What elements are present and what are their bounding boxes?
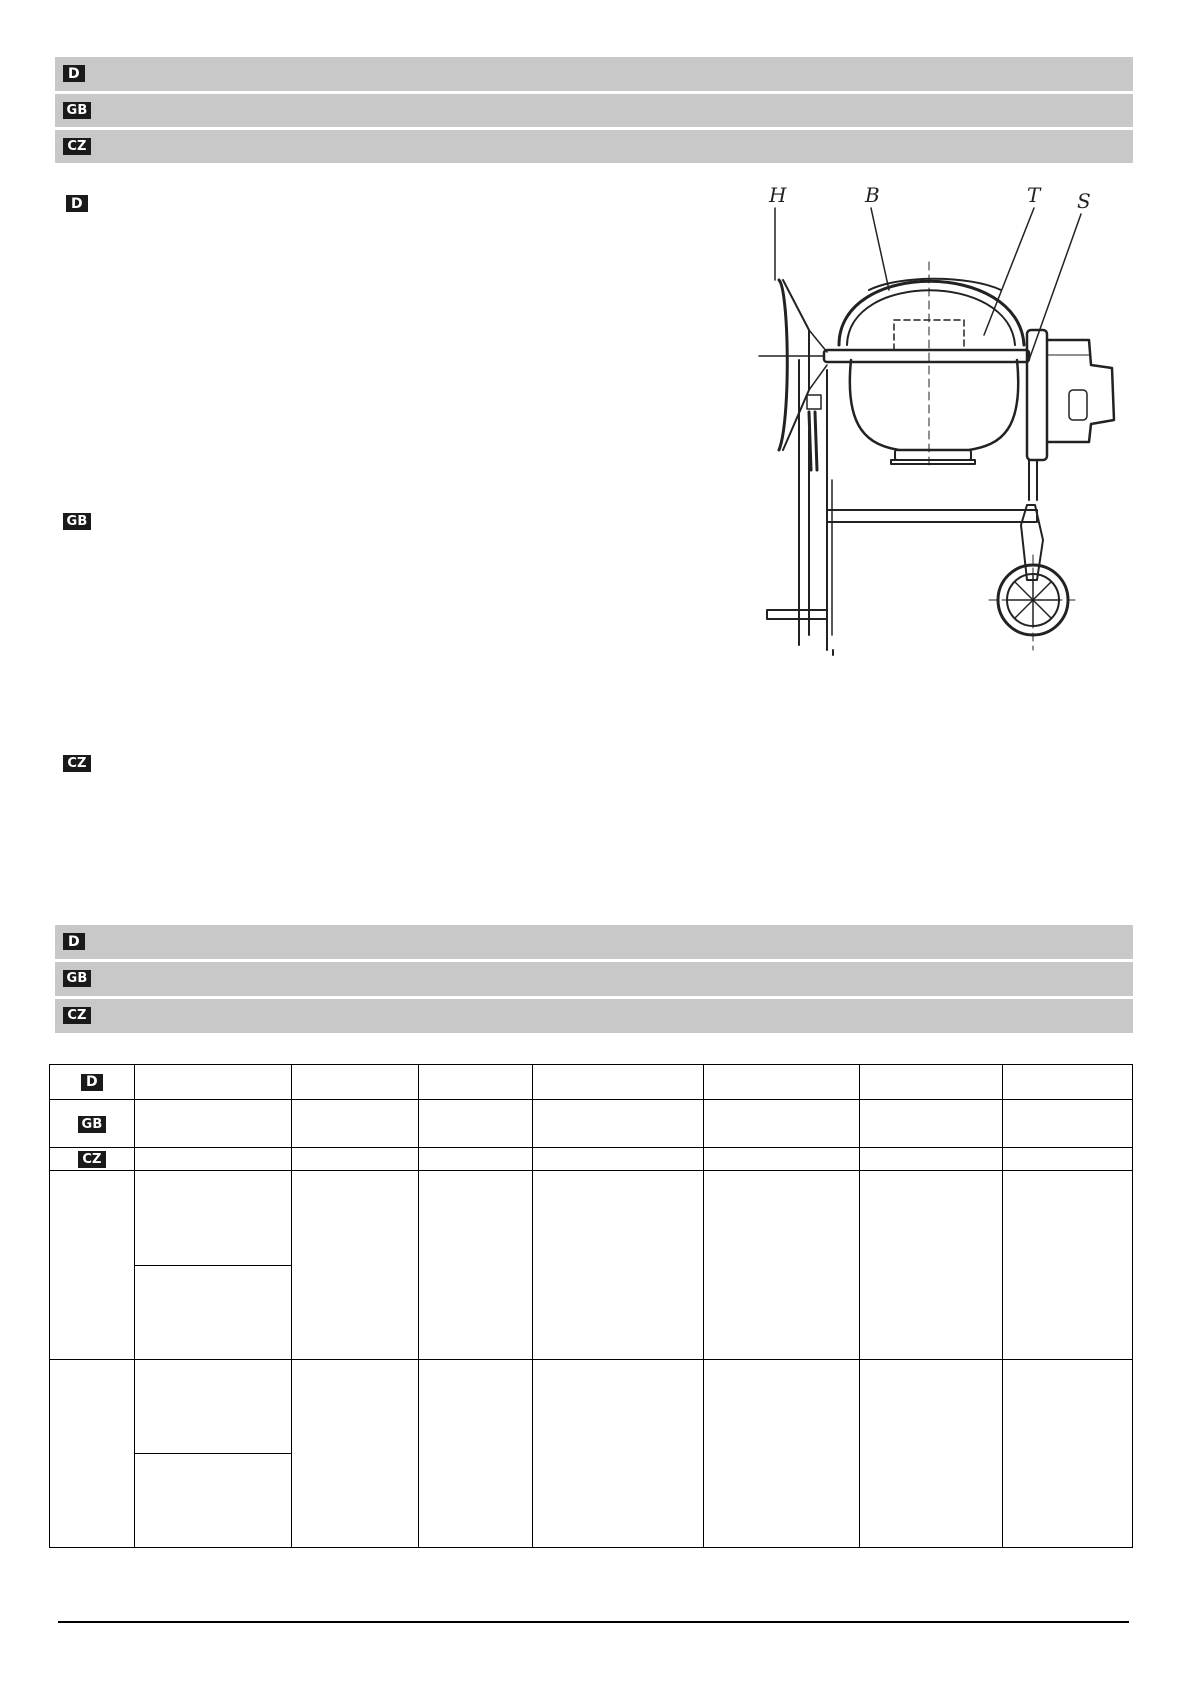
table-cell: [704, 1360, 860, 1548]
table-cell: [533, 1065, 704, 1100]
section-marker-gb: GB: [63, 513, 91, 530]
table-cell: [704, 1065, 860, 1100]
table-cell: [292, 1360, 419, 1548]
table-row: [50, 1171, 1133, 1266]
concrete-mixer-diagram: [739, 180, 1142, 665]
table-cell: [50, 1360, 135, 1548]
table-cell: [419, 1360, 533, 1548]
table-cell: [292, 1148, 419, 1171]
table-cell: [860, 1148, 1003, 1171]
flag-d-badge: D: [81, 1074, 103, 1091]
table-cell-lang: [50, 1065, 135, 1100]
flag-d-badge: D: [63, 65, 85, 82]
table-cell: [419, 1065, 533, 1100]
table-cell: [704, 1171, 860, 1360]
flag-d-badge: D: [63, 933, 85, 950]
table-cell: [292, 1065, 419, 1100]
table-cell: [860, 1360, 1003, 1548]
table-cell: [1003, 1065, 1133, 1100]
table-cell: [419, 1171, 533, 1360]
frame-crossbeam: [827, 510, 1037, 522]
flag-gb-badge: GB: [63, 102, 91, 119]
table-cell-lang: [50, 1100, 135, 1148]
table-row: [50, 1360, 1133, 1454]
tilt-spring: [809, 412, 817, 470]
header-band-gb-top: [55, 94, 1133, 127]
table-cell: [135, 1065, 292, 1100]
motor-housing: [1027, 330, 1047, 460]
table-cell: [135, 1454, 292, 1548]
table-row-header-cz: [50, 1148, 1133, 1171]
table-cell: [533, 1100, 704, 1148]
table-cell: [1003, 1100, 1133, 1148]
table-cell: [1003, 1171, 1133, 1360]
frame-leg-right: [1021, 505, 1043, 580]
table-cell: [1003, 1148, 1133, 1171]
flag-cz-badge: CZ: [78, 1151, 106, 1168]
drum-body: [850, 360, 1018, 450]
table-cell: [135, 1266, 292, 1360]
table-cell: [50, 1171, 135, 1360]
table-cell: [533, 1171, 704, 1360]
section-marker-cz: CZ: [63, 755, 91, 772]
table-cell: [860, 1100, 1003, 1148]
flag-gb-badge: GB: [78, 1116, 106, 1133]
flag-cz-badge: CZ: [63, 1007, 91, 1024]
footer-rule: [58, 1621, 1129, 1623]
header-band-d-middle: [55, 925, 1133, 959]
table-cell: [1003, 1360, 1133, 1548]
header-band-cz-top: [55, 130, 1133, 163]
table-cell: [135, 1148, 292, 1171]
drum-base: [895, 450, 971, 460]
table-cell: [292, 1171, 419, 1360]
table-cell: [860, 1065, 1003, 1100]
label-b: B: [865, 183, 880, 207]
table-cell: [860, 1171, 1003, 1360]
table-cell: [419, 1148, 533, 1171]
label-s: S: [1077, 189, 1091, 213]
foot-pedal: [767, 610, 827, 619]
table-cell: [135, 1100, 292, 1148]
flag-gb-badge: GB: [63, 970, 91, 987]
flag-cz-badge: CZ: [63, 138, 91, 155]
label-t: T: [1027, 183, 1041, 207]
table-cell: [292, 1100, 419, 1148]
table-cell: [704, 1148, 860, 1171]
table-cell: [135, 1360, 292, 1454]
header-band-d-top: [55, 57, 1133, 91]
table-cell: [704, 1100, 860, 1148]
table-cell: [533, 1148, 704, 1171]
table-cell: [135, 1171, 292, 1266]
table-cell: [533, 1360, 704, 1548]
table-row-header-gb: [50, 1100, 1133, 1148]
header-band-cz-middle: [55, 999, 1133, 1033]
hand-wheel: [779, 280, 787, 450]
leader-lines: [775, 208, 1081, 360]
spec-table: [49, 1064, 1133, 1548]
label-h: H: [769, 183, 787, 207]
table-cell-lang: [50, 1148, 135, 1171]
header-band-gb-middle: [55, 962, 1133, 996]
drum-ring: [824, 350, 1029, 362]
table-row-header-d: [50, 1065, 1133, 1100]
table-cell: [419, 1100, 533, 1148]
section-marker-d: D: [66, 195, 88, 212]
